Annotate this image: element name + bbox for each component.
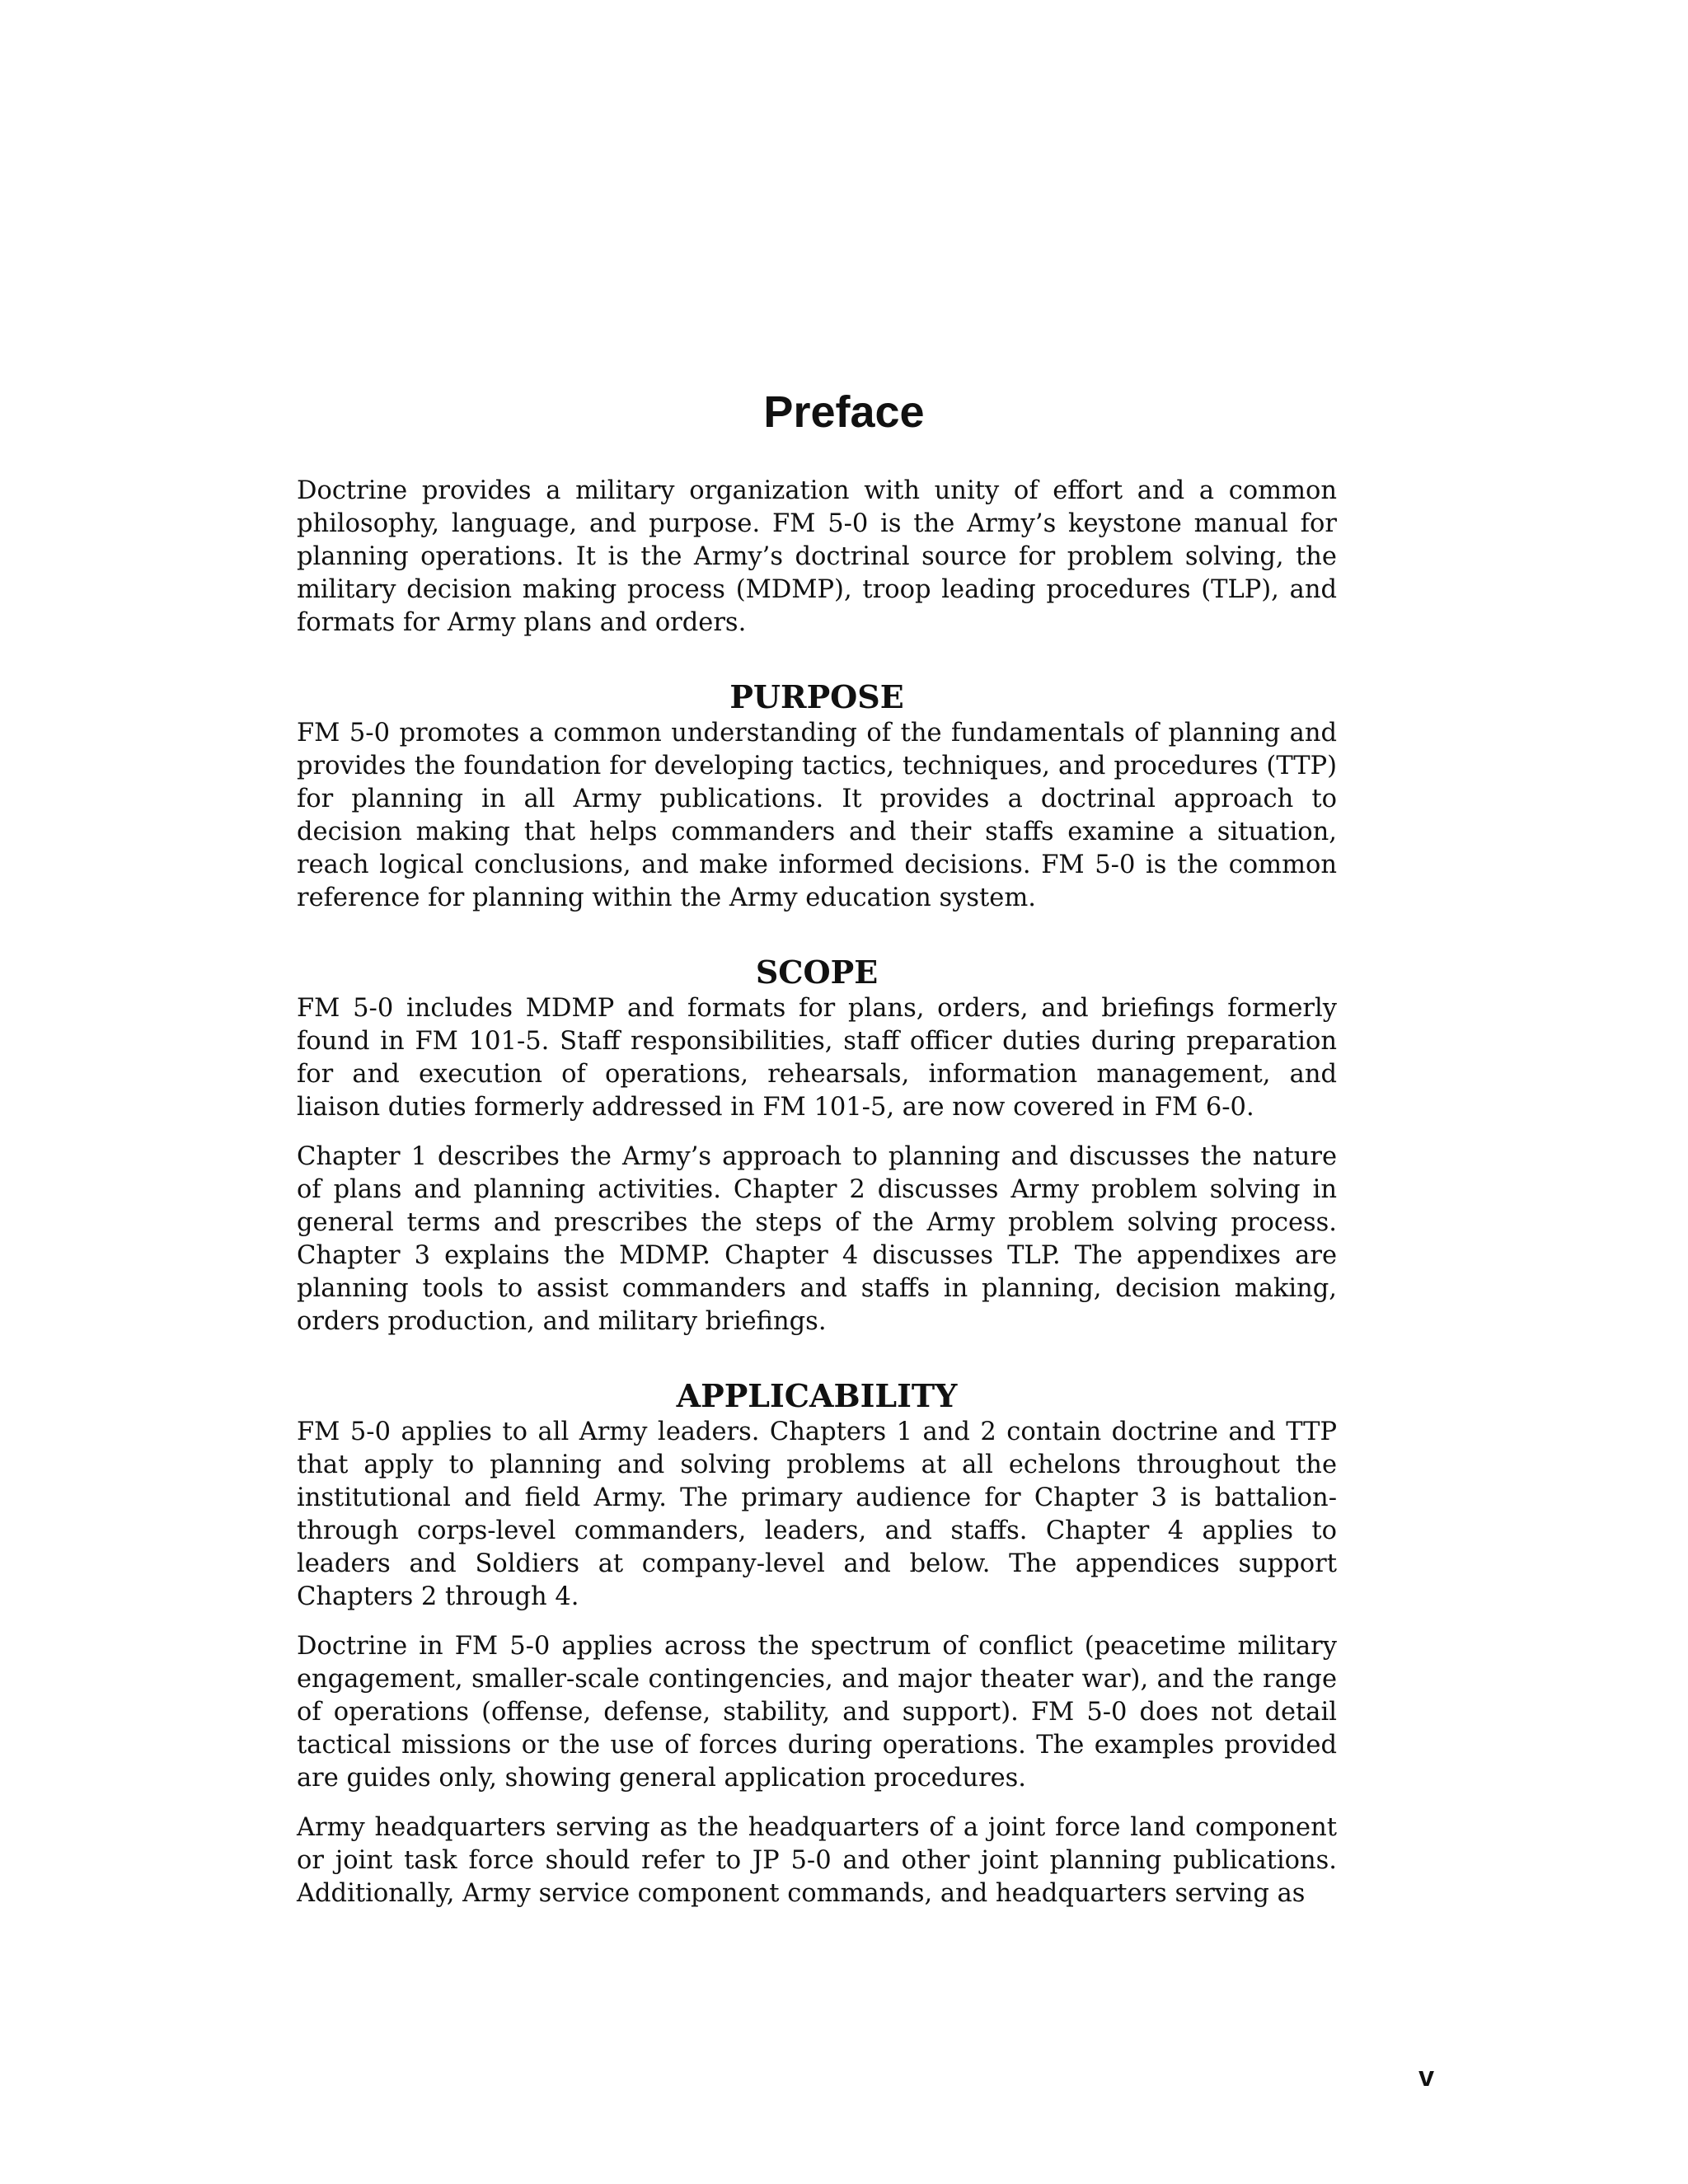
applicability-paragraph-2: Doctrine in FM 5-0 applies across the spectrum of conflict (peacetime military engagement, smaller-scale contingencies, and major theater war), and the range of operations (offense, defense, stability, and support). FM 5-0 does not detail tactical missions or the use of forces during operations. The examples provided are guides only, showing general application procedures. bbox=[297, 1632, 1337, 1793]
section-heading-purpose: PURPOSE bbox=[729, 678, 904, 715]
document-body bbox=[297, 475, 1337, 1927]
intro-paragraph: Doctrine provides a military organization with unity of effort and a common philosophy, language, and purpose. FM 5-0 is the Army’s keystone manual for planning operations. It is the Army’s doctrinal source for problem solving, the military decision making process (MDMP), troop leading procedures (TLP), and formats for Army plans and orders. bbox=[297, 476, 1337, 637]
scope-paragraph-1: FM 5-0 includes MDMP and formats for plans, orders, and briefings formerly found in FM 101-5. Staff responsibilities, staff officer duties during preparation for and execution of operations, rehearsals, information management, and liaison duties formerly addressed in FM 101-5, are now covered in FM 6-0. bbox=[297, 994, 1337, 1122]
section-purpose bbox=[297, 677, 1337, 915]
section-scope bbox=[297, 953, 1337, 1338]
section-heading-scope: SCOPE bbox=[755, 954, 879, 991]
page-title: Preface bbox=[763, 387, 925, 437]
section-applicability bbox=[297, 1376, 1337, 1910]
page-number: v bbox=[1418, 2061, 1434, 2093]
applicability-paragraph-3: Army headquarters serving as the headquarters of a joint force land component or joint task force should refer to JP 5-0 and other joint planning publications. Additionally, Army service component commands, and headquarters serving as bbox=[297, 1813, 1337, 1908]
section-heading-applicability: APPLICABILITY bbox=[676, 1377, 958, 1414]
purpose-paragraph-1: FM 5-0 promotes a common understanding of the fundamentals of planning and provides the foundation for developing tactics, techniques, and procedures (TTP) for planning in all Army publications. It provides a doctrinal approach to decision making that helps commanders and their staffs examine a situation, reach logical conclusions, and make informed decisions. FM 5-0 is the common reference for planning within the Army education system. bbox=[297, 719, 1337, 912]
applicability-paragraph-1: FM 5-0 applies to all Army leaders. Chapters 1 and 2 contain doctrine and TTP that apply to planning and solving problems at all echelons throughout the institutional and field Army. The primary audience for Chapter 3 is battalion-through corps-level commanders, leaders, and staffs. Chapter 4 applies to leaders and Soldiers at company-level and below. The appendices support Chapters 2 through 4. bbox=[297, 1418, 1337, 1611]
scope-paragraph-2: Chapter 1 describes the Army’s approach to planning and discusses the nature of plans and planning activities. Chapter 2 discusses Army problem solving in general terms and prescribes the steps of the Army problem solving process. Chapter 3 explains the MDMP. Chapter 4 discusses TLP. The appendixes are planning tools to assist commanders and staffs in planning, decision making, orders production, and military briefings. bbox=[297, 1142, 1337, 1336]
